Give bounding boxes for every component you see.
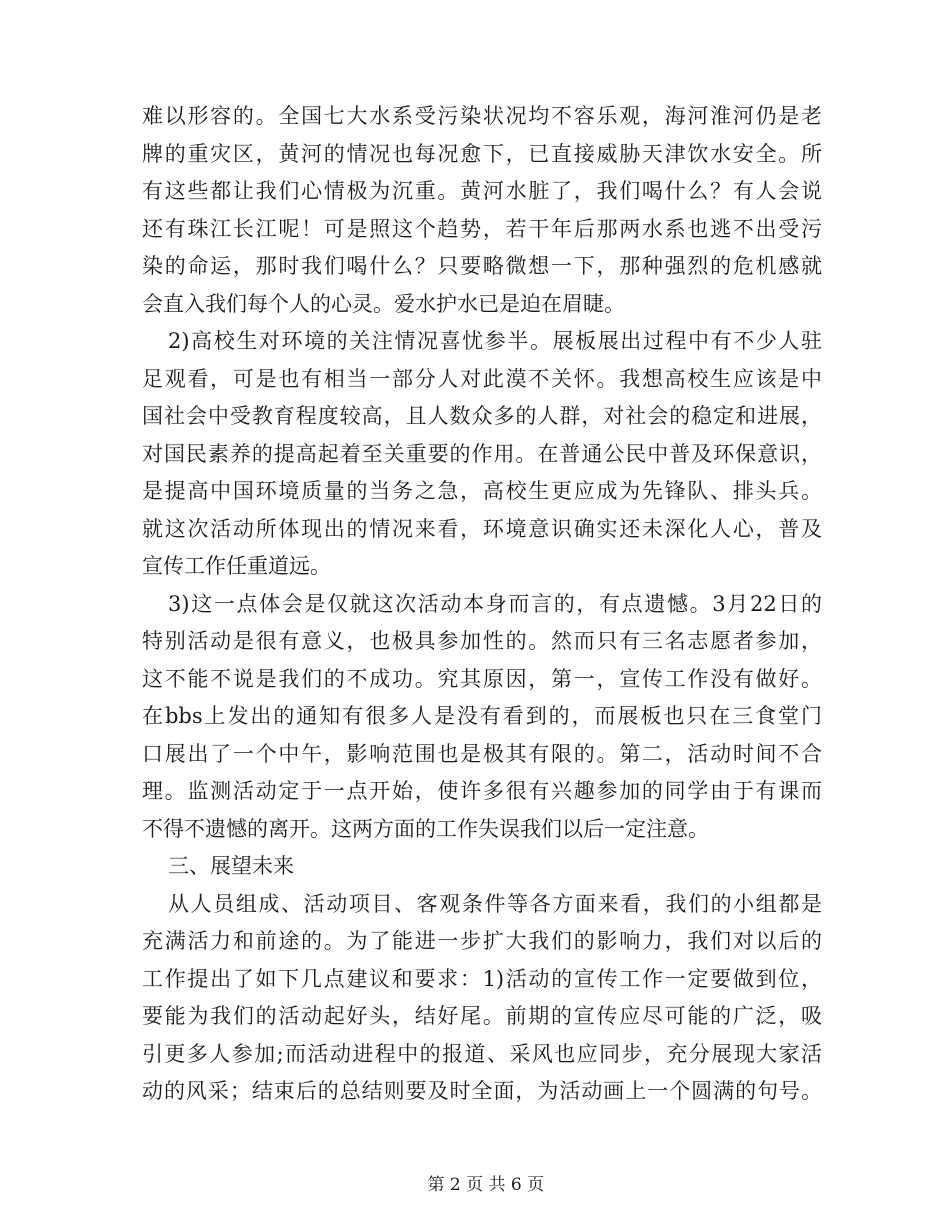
text-line: 染的命运，那时我们喝什么？只要略微想一下，那种强烈的危机感就 bbox=[142, 254, 822, 278]
text-line: 这不能不说是我们的不成功。究其原因，第一，宣传工作没有做好。 bbox=[142, 666, 822, 691]
text-line: 对国民素养的提高起着至关重要的作用。在普通公民中普及环保意识， bbox=[142, 441, 822, 466]
text-line: 会直入我们每个人的心灵。爱水护水已是迫在眉睫。 bbox=[142, 291, 625, 316]
text-line: 就这次活动所体现出的情况来看，环境意识确实还未深化人心，普及 bbox=[142, 516, 822, 541]
text-line: 引更多人参加;而活动进程中的报道、采风也应同步，充分展现大家活 bbox=[142, 1041, 822, 1066]
text-line: 牌的重灾区，黄河的情况也每况愈下，已直接威胁天津饮水安全。所 bbox=[142, 141, 822, 166]
text-line: 是提高中国环境质量的当务之急，高校生更应成为先锋队、排头兵。 bbox=[142, 479, 822, 503]
text-line: 不得不遗憾的离开。这两方面的工作失误我们以后一定注意。 bbox=[142, 816, 709, 841]
text-line: 充满活力和前途的。为了能进一步扩大我们的影响力，我们对以后的 bbox=[142, 929, 822, 953]
text-line: 特别活动是很有意义，也极具参加性的。然而只有三名志愿者参加， bbox=[142, 629, 822, 653]
paragraph-start-line: 2)高校生对环境的关注情况喜忧参半。展板展出过程中有不少人驻 bbox=[168, 329, 822, 353]
paragraph-start-line: 3)这一点体会是仅就这次活动本身而言的，有点遗憾。3月22日的 bbox=[168, 591, 822, 616]
text-line: 难以形容的。全国七大水系受污染状况均不容乐观，海河淮河仍是老 bbox=[142, 104, 822, 128]
text-line: 有这些都让我们心情极为沉重。黄河水脏了，我们喝什么？有人会说 bbox=[142, 179, 822, 203]
page-footer bbox=[0, 1150, 950, 1215]
document-body bbox=[142, 98, 822, 1111]
text-line: 动的风采；结束后的总结则要及时全面，为活动画上一个圆满的句号。 bbox=[142, 1079, 822, 1103]
text-line: 要能为我们的活动起好头，结好尾。前期的宣传应尽可能的广泛，吸 bbox=[142, 1004, 822, 1028]
section-heading: 三、展望未来 bbox=[168, 854, 294, 878]
text-line: 国社会中受教育程度较高，且人数众多的人群，对社会的稳定和进展， bbox=[142, 404, 822, 428]
text-line: 在bbs上发出的通知有很多人是没有看到的，而展板也只在三食堂门 bbox=[142, 704, 822, 728]
text-line: 还有珠江长江呢！可是照这个趋势，若干年后那两水系也逃不出受污 bbox=[142, 216, 822, 241]
paragraph-start-line: 从人员组成、活动项目、客观条件等各方面来看，我们的小组都是 bbox=[168, 891, 822, 916]
text-line: 理。监测活动定于一点开始，使许多很有兴趣参加的同学由于有课而 bbox=[142, 779, 822, 803]
text-line: 宣传工作任重道远。 bbox=[142, 554, 331, 578]
text-line: 口展出了一个中午，影响范围也是极其有限的。第二，活动时间不合 bbox=[142, 741, 822, 766]
text-line: 足观看，可是也有相当一部分人对此漠不关怀。我想高校生应该是中 bbox=[142, 366, 822, 391]
text-line: 工作提出了如下几点建议和要求：1)活动的宣传工作一定要做到位， bbox=[142, 966, 822, 991]
page-indicator: 第 2 页 共 6 页 bbox=[427, 1175, 545, 1195]
